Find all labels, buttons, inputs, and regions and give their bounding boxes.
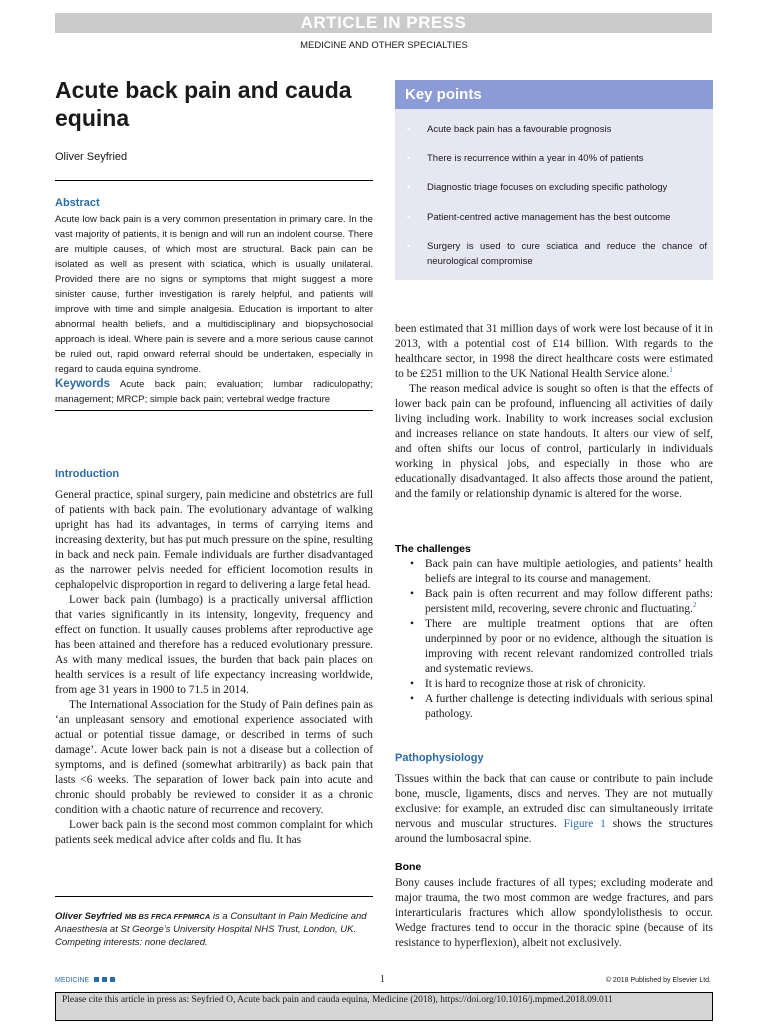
bullet-icon: • [407,212,411,222]
pathophysiology-heading: Pathophysiology [395,752,484,764]
bone-heading: Bone [395,861,422,873]
divider [55,180,373,181]
key-point-item: • Acute back pain has a favourable prognosis [407,124,612,135]
bullet-icon: • [407,241,411,251]
paragraph: Bony causes include fractures of all types; excluding moderate and major trauma, the two most common are wedge fractures, and pars interarticularis fractures which allow spondylolisthesis to occur. Wedge fractures tend to occur in the thoracic spine (because of its resistance to hyperflexion), albeit not exclusively. [395,877,713,949]
key-point-item: • Patient-centred active management has the best outcome [407,212,671,223]
keywords [55,377,373,407]
key-point-item: • There is recurrence within a year in 40% of patients [407,153,644,164]
journal-logo-icon [94,977,99,982]
challenges-list [410,557,713,722]
journal-logo-icon [102,977,107,982]
list-item: • There are multiple treatment options that are often underpinned by poor or no evidence, although the situation is improving with recent relevant randomized controlled trials and systematic reviews. [410,618,713,675]
bio-text: is a Consultant in Pain Medicine and Anaesthesia at St George’s University Hospital NHS Trust, London, UK. Competing interests: none declared. [55,911,367,948]
journal-footer: MEDICINE [55,977,115,984]
article-title: Acute back pain and cauda equina [55,77,352,131]
key-point-item: • Diagnostic triage focuses on excluding specific pathology [407,182,668,193]
paragraph: General practice, spinal surgery, pain medicine and obstetrics are full of patients with back pain. The evolutionary advantage of walking upright has had its advantages, in terms of carrying items and increasing dexterity, but has put much pressure on the spine, resulting in back and neck pain. Female individuals are further disadvantaged as the narrower pelvis needed for efficient locomotion results in cephalopelvic disproportion in regard to delivering a large fetal head. [55,489,373,591]
bullet-icon: • [407,182,411,192]
bullet-icon: • [410,618,414,630]
abstract-text: Acute low back pain is a very common presentation in primary care. In the vast majority of patients, it is benign and will run an indolent course. There are multiple causes, of which most are structural. Back pain can be isolated as well as present with sciatica, which is usually unilateral. Provided there are no signs or symptoms that might suggest a more sinister cause, further investigation is rarely helpful, and patients will improve with time and simple analgesia. Education is important to alter abnormal health beliefs, and a multidisciplinary and biopsychosocial approach is ideal. Where pain is severe and a more serious cause cannot be ruled out, rapid onward referral should be undertaken, especially in regard to cauda equina syndrome. [55,214,373,375]
list-item: • A further challenge is detecting individuals with serious spinal pathology. [410,693,713,720]
paragraph: Tissues within the back that can cause or contribute to pain include bone, muscle, ligaments, discs and nerves. They are not mutually exclusive: for example, an extruded disc can simultaneously irritate nervous and muscular structures. Figure 1 shows the structures around the lumbosacral spine. [395,773,713,845]
paragraph: The International Association for the Study of Pain defines pain as ‘an unpleasant sensory and emotional experience associated with actual or potential tissue damage, or described in terms of such damage’. Acute lower back pain is not a disease but a collection of symptoms, and is defined (somewhat arbitrarily) as back pain that lasts <6 weeks. The separation of lower back pain into acute and chronic should probably be reviewed to consider it as a chronic condition with a chaotic nature of recurrence and recovery. [55,699,373,816]
bio-qualifications: MB BS FRCA FFPMRCA [124,912,211,921]
section-heading: MEDICINE AND OTHER SPECIALTIES [300,40,468,51]
key-point-item: • Surgery is used to cure sciatica and reduce the chance of neurological compromise [407,241,707,267]
key-points-heading: Key points [395,80,713,109]
author-name: Oliver Seyfried [55,151,128,163]
key-points-box [395,80,713,280]
keywords-text: Acute back pain; evaluation; lumbar radiculopathy; management; MRCP; simple back pain; vertebral wedge fracture [55,379,373,405]
journal-logo-icon [110,977,115,982]
introduction-body [55,488,373,848]
bullet-icon: • [407,124,411,134]
keywords-label: Keywords [55,378,110,390]
paragraph: been estimated that 31 million days of work were lost because of it in 2013, with a potential cost of £14 billion. With regards to the healthcare sector, in 1998 the direct healthcare costs were estimated to be £251 million to the UK National Health Service alone.$^1$ [395,323,713,380]
divider [55,896,373,897]
reference-link[interactable]: 1 [669,366,673,375]
list-item: • It is hard to recognize those at risk of chronicity. [410,678,646,690]
article-in-press-banner: ARTICLE IN PRESS [55,13,712,33]
paragraph: The reason medical advice is sought so often is that the effects of lower back pain can be profound, influencing all activities of daily living including work. Inability to work increases social exclusion and increases reliance on state handouts. It alters our view of self, and often shifts our locus of control, particularly in individuals working in physical jobs, and especially in those who are educationally disadvantaged. It also affects those around the patient, and the family or relationship dynamic is altered for the worse. [395,383,713,500]
figure-link[interactable]: Figure 1 [563,818,606,830]
bullet-icon: • [410,693,414,705]
bullet-icon: • [410,558,414,570]
paragraph: Lower back pain is the second most common complaint for which patients seek medical advice after colds and flu. It has [55,819,373,846]
bio-name: Oliver Seyfried [55,911,123,922]
copyright: © 2018 Published by Elsevier Ltd. [605,977,711,984]
reference-link[interactable]: 2 [692,601,697,610]
challenges-heading: The challenges [395,543,471,555]
abstract-heading: Abstract [55,197,100,209]
page-number: 1 [380,974,385,985]
pathophysiology-body [395,772,713,847]
author-bio [55,910,373,949]
introduction-heading: Introduction [55,468,120,480]
paragraph: Lower back pain (lumbago) is a practically universal affliction that varies significantly in its intensity, longevity, frequency and effect on function. It usually causes problems after reproductive age has been attained and therefore has a reduced evolutionary pressure. As with many medical issues, the burden that back pain places on health services is a result of life expectancy increasing worldwide, from age 31 years in 1900 to 71.5 in 2014. [55,594,373,696]
divider [55,410,373,411]
bullet-icon: • [410,588,414,600]
right-column-body [395,322,713,502]
list-item: • Back pain is often recurrent and may follow different paths: persistent mild, recovering, severe chronic and fluctuating.$^2$ [410,588,713,615]
list-item: • Back pain can have multiple aetiologies, and patients’ health beliefs are integral to its course and management. [410,558,713,585]
citation-box: Please cite this article in press as: Seyfried O, Acute back pain and cauda equina, Medicine (2018), https://doi.org/10.1016/j.mpmed.2018.09.011 [55,992,713,1021]
bullet-icon: • [410,678,414,690]
bone-body [395,876,713,951]
bullet-icon: • [407,153,411,163]
